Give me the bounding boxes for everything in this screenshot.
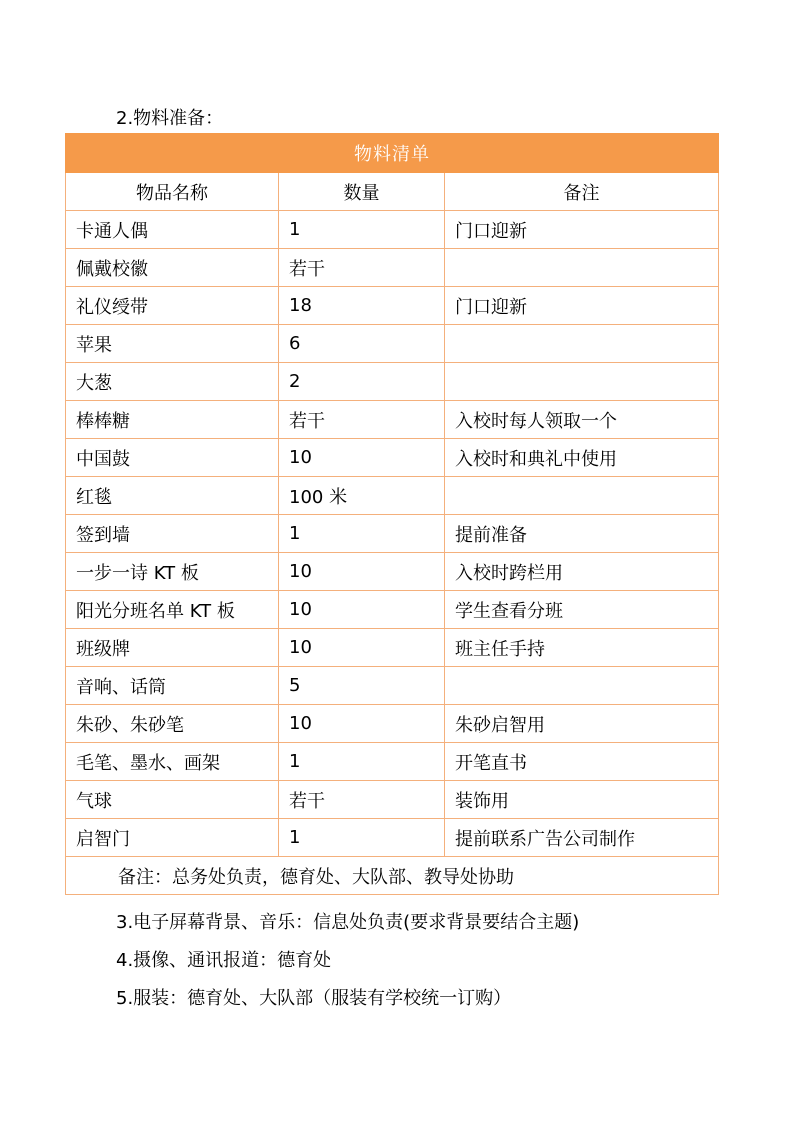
section-4: 4.摄像、通讯报道：德育处 [116, 950, 332, 971]
table-row [66, 629, 719, 667]
cell-quantity: 1 [279, 515, 445, 553]
cell-quantity: 若干 [279, 781, 445, 819]
table-row [66, 705, 719, 743]
table-note-row [66, 857, 719, 895]
cell-item-name: 班级牌 [66, 629, 279, 667]
cell-item-name: 音响、话筒 [66, 667, 279, 705]
cell-quantity: 10 [279, 705, 445, 743]
cell-remark [445, 363, 719, 401]
cell-remark: 提前联系广告公司制作 [445, 819, 719, 857]
section-5: 5.服装：德育处、大队部（服装有学校统一订购） [116, 988, 512, 1009]
table-note: 备注：总务处负责，德育处、大队部、教导处协助 [66, 857, 719, 895]
cell-item-name: 中国鼓 [66, 439, 279, 477]
cell-remark: 门口迎新 [445, 211, 719, 249]
header-item-name: 物品名称 [66, 173, 279, 211]
cell-remark [445, 667, 719, 705]
cell-item-name: 红毯 [66, 477, 279, 515]
cell-item-name: 佩戴校徽 [66, 249, 279, 287]
cell-remark: 装饰用 [445, 781, 719, 819]
cell-item-name: 阳光分班名单 KT 板 [66, 591, 279, 629]
cell-remark [445, 325, 719, 363]
section-2-heading: 2.物料准备： [116, 108, 224, 129]
cell-remark [445, 249, 719, 287]
cell-quantity: 100 米 [279, 477, 445, 515]
cell-quantity: 6 [279, 325, 445, 363]
table-row [66, 211, 719, 249]
cell-remark: 朱砂启智用 [445, 705, 719, 743]
table-row [66, 287, 719, 325]
table-row [66, 401, 719, 439]
cell-quantity: 10 [279, 591, 445, 629]
table-row [66, 819, 719, 857]
header-remark: 备注 [445, 173, 719, 211]
cell-remark: 入校时跨栏用 [445, 553, 719, 591]
cell-item-name: 一步一诗 KT 板 [66, 553, 279, 591]
cell-quantity: 5 [279, 667, 445, 705]
cell-quantity: 10 [279, 629, 445, 667]
table-row [66, 515, 719, 553]
cell-quantity: 2 [279, 363, 445, 401]
header-quantity: 数量 [279, 173, 445, 211]
cell-remark: 班主任手持 [445, 629, 719, 667]
table-title: 物料清单 [66, 134, 719, 173]
cell-item-name: 签到墙 [66, 515, 279, 553]
section-3: 3.电子屏幕背景、音乐：信息处负责(要求背景要结合主题) [116, 912, 580, 933]
cell-quantity: 10 [279, 553, 445, 591]
materials-table [65, 133, 719, 895]
table-row [66, 439, 719, 477]
table-row [66, 363, 719, 401]
cell-quantity: 1 [279, 743, 445, 781]
cell-item-name: 礼仪绶带 [66, 287, 279, 325]
cell-item-name: 启智门 [66, 819, 279, 857]
cell-item-name: 棒棒糖 [66, 401, 279, 439]
cell-item-name: 大葱 [66, 363, 279, 401]
cell-remark: 开笔直书 [445, 743, 719, 781]
cell-quantity: 若干 [279, 249, 445, 287]
cell-item-name: 气球 [66, 781, 279, 819]
table-row [66, 249, 719, 287]
cell-quantity: 1 [279, 211, 445, 249]
cell-remark [445, 477, 719, 515]
cell-remark: 学生查看分班 [445, 591, 719, 629]
table-row [66, 325, 719, 363]
table-row [66, 553, 719, 591]
cell-item-name: 毛笔、墨水、画架 [66, 743, 279, 781]
cell-quantity: 若干 [279, 401, 445, 439]
table-title-row [66, 134, 719, 173]
cell-item-name: 苹果 [66, 325, 279, 363]
cell-remark: 门口迎新 [445, 287, 719, 325]
table-row [66, 591, 719, 629]
table-row [66, 667, 719, 705]
cell-remark: 入校时每人领取一个 [445, 401, 719, 439]
table-row [66, 743, 719, 781]
cell-quantity: 10 [279, 439, 445, 477]
cell-remark: 提前准备 [445, 515, 719, 553]
cell-remark: 入校时和典礼中使用 [445, 439, 719, 477]
cell-item-name: 朱砂、朱砂笔 [66, 705, 279, 743]
table-row [66, 477, 719, 515]
cell-item-name: 卡通人偶 [66, 211, 279, 249]
cell-quantity: 1 [279, 819, 445, 857]
cell-quantity: 18 [279, 287, 445, 325]
table-header-row [66, 173, 719, 211]
table-row [66, 781, 719, 819]
